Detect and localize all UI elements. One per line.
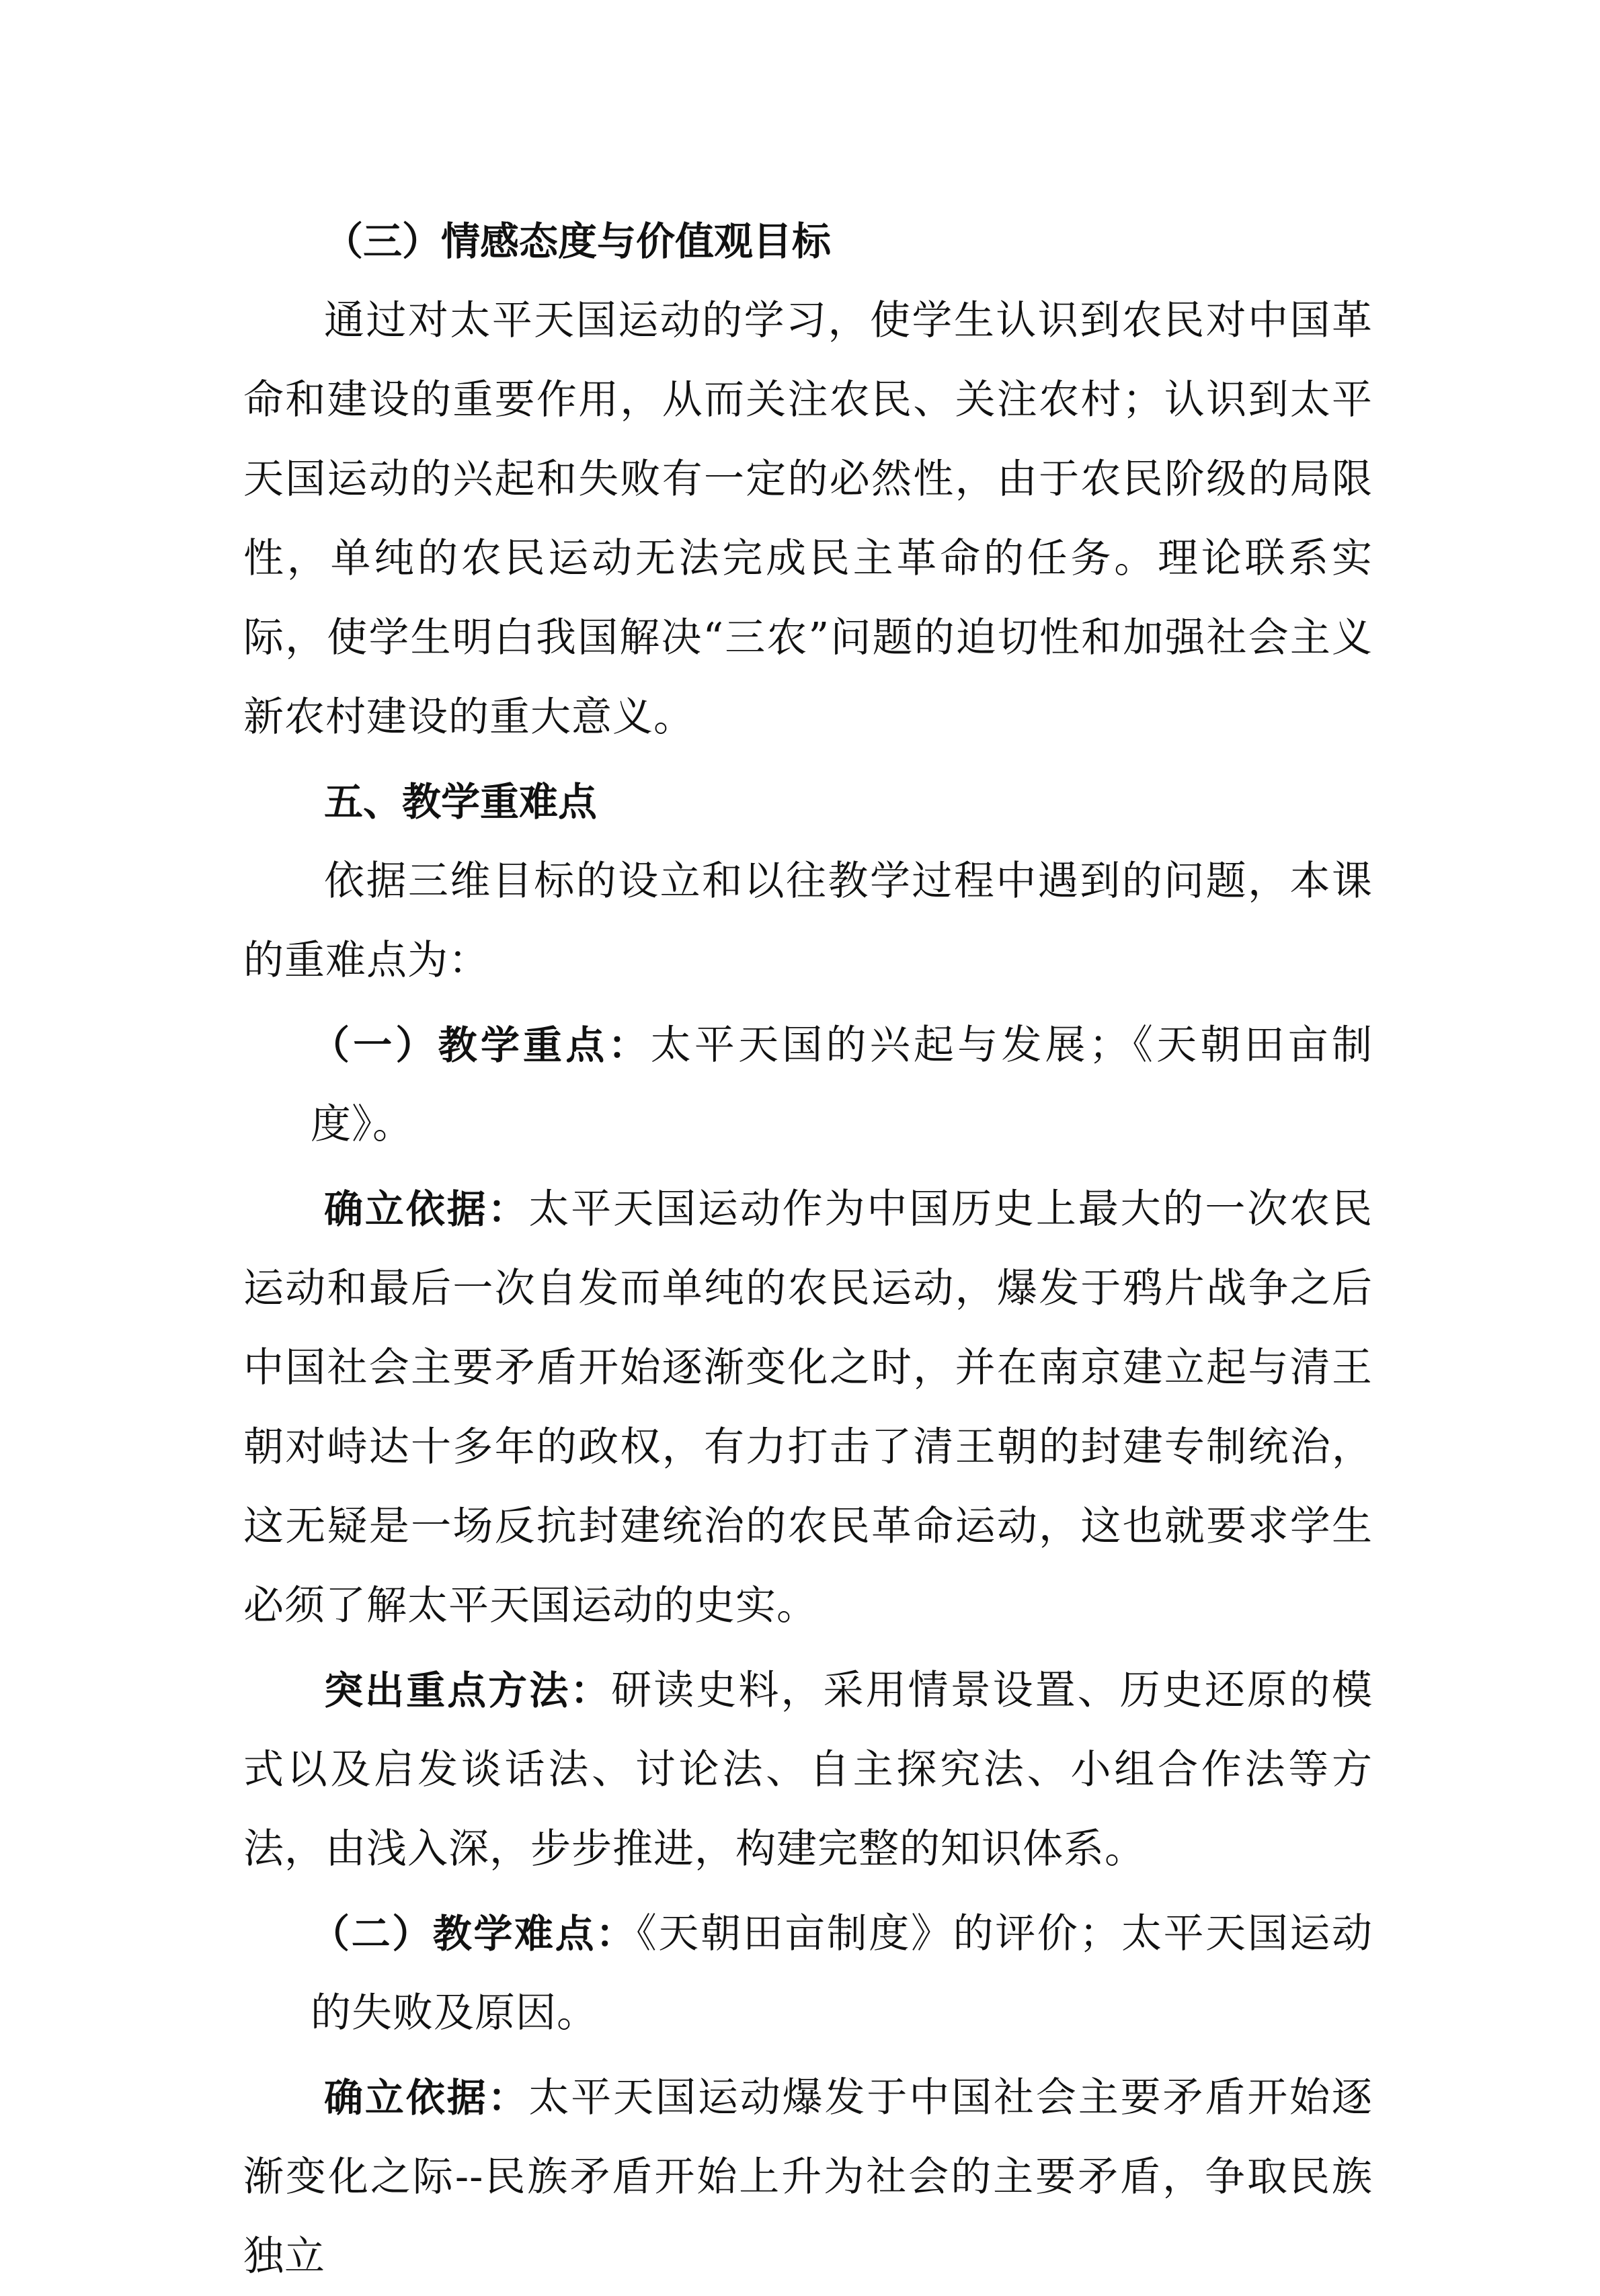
teaching-difficulty-label: （二）教学难点： xyxy=(311,1911,637,1957)
focus-method-label: 突出重点方法： xyxy=(324,1668,612,1713)
affective-goals-paragraph: 通过对太平天国运动的学习，使学生认识到农民对中国革命和建设的重要作用，从而关注农民、关注农村；认识到太平天国运动的兴起和失败有一定的必然性，由于农民阶级的局限性，单纯的农民运动无法完成民主革命的任务。理论联系实际，使学生明白我国解决“三农”问题的迫切性和加强社会主义新农村建设的重大意义。 xyxy=(243,297,1373,741)
focus-method-text: 研读史料，采用情景设置、历史还原的模式以及启发谈话法、讨论法、自主探究法、小组合作法等方法，由浅入深，步步推进，构建完整的知识体系。 xyxy=(243,1667,1373,1873)
difficulty-basis-label: 确立依据： xyxy=(324,2075,529,2121)
difficulty-basis-paragraph xyxy=(243,2058,1373,2296)
difficulty-basis-text: 太平天国运动爆发于中国社会主要矛盾开始逐渐变化之际--民族矛盾开始上升为社会的主要矛盾，争取民族独立 xyxy=(243,2074,1373,2280)
teaching-focus-paragraph xyxy=(243,1006,1373,1164)
focus-basis-text: 太平天国运动作为中国历史上最大的一次农民运动和最后一次自发而单纯的农民运动，爆发于鸦片战争之后中国社会主要矛盾开始逐渐变化之时，并在南京建立起与清王朝对峙达十多年的政权，有力打击了清王朝的封建专制统治，这无疑是一场反抗封建统治的农民革命运动，这也就要求学生必须了解太平天国运动的史实。 xyxy=(243,1186,1373,1629)
teaching-difficulty-paragraph xyxy=(243,1894,1373,2053)
focus-method-paragraph xyxy=(243,1651,1373,1889)
focus-basis-label: 确立依据： xyxy=(324,1186,529,1232)
key-points-intro-paragraph: 依据三维目标的设立和以往教学过程中遇到的问题，本课的重难点为： xyxy=(243,858,1373,984)
teaching-focus-text: 太平天国的兴起与发展；《天朝田亩制度》。 xyxy=(311,1022,1373,1148)
section-heading-key-difficult-points: 五、教学重难点 xyxy=(324,779,598,825)
focus-basis-paragraph xyxy=(243,1170,1373,1645)
teaching-focus-label: （一）教学重点： xyxy=(311,1022,651,1068)
section-heading-affective-goals: （三）情感态度与价值观目标 xyxy=(324,218,832,264)
page-content xyxy=(243,202,1373,2296)
teaching-difficulty-text: 《天朝田亩制度》的评价；太平天国运动的失败及原因。 xyxy=(311,1910,1373,2037)
